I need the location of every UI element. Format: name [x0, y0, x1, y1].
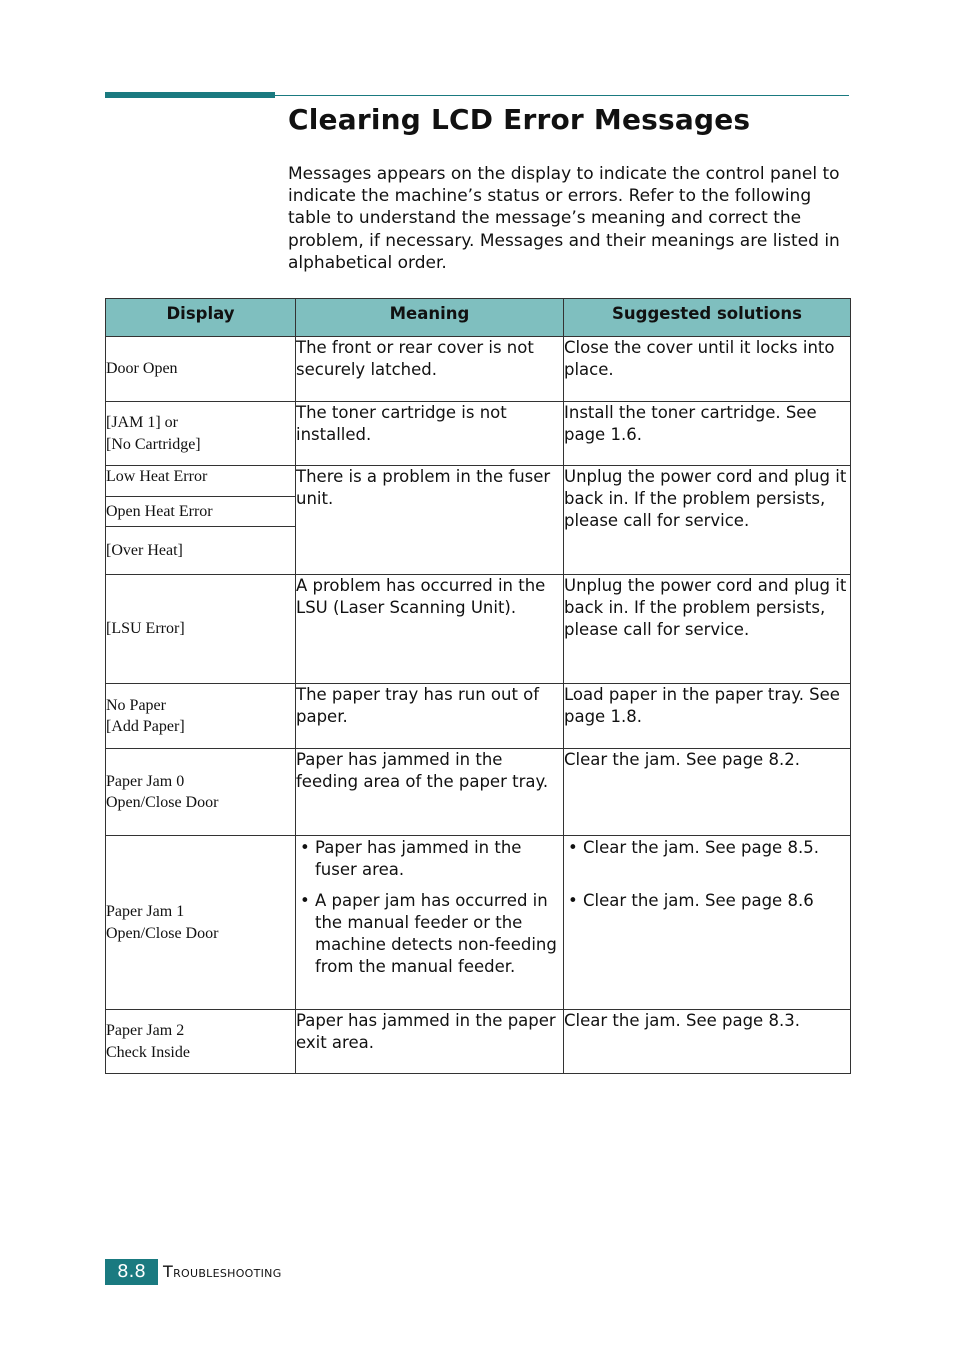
display-cell: [106, 466, 296, 497]
solution-cell: Clear the jam. See page 8.2.: [564, 749, 851, 836]
display-text: Open Heat Error: [106, 502, 213, 520]
error-messages-table: [105, 298, 851, 1074]
intro-paragraph: Messages appears on the display to indicate the control panel to indicate the machine’s status or errors. Refer to the following table to understand the message’s meaning and correct the problem, if necessary. Messages and their meanings are listed in alphabetical order.: [288, 164, 840, 273]
table-row: [106, 466, 851, 497]
display-text: [Over Heat]: [106, 541, 183, 559]
display-text: [Add Paper]: [106, 718, 185, 735]
table-row: [106, 337, 851, 402]
meaning-cell: There is a problem in the fuser unit.: [296, 466, 564, 575]
solution-cell: Clear the jam. See page 8.3.: [564, 1010, 851, 1074]
page-title: Clearing LCD Error Messages: [288, 103, 751, 136]
display-text: Paper Jam 1: [106, 903, 185, 920]
meaning-cell: The front or rear cover is not securely latched.: [296, 337, 564, 402]
display-text: Low Heat Error: [106, 468, 208, 485]
table-header-row: [106, 299, 851, 337]
solution-cell: Close the cover until it locks into place.: [564, 337, 851, 402]
header-rule: [275, 95, 849, 96]
solution-cell: Unplug the power cord and plug it back in. If the problem persists, please call for service.: [564, 575, 851, 684]
display-cell: [106, 337, 296, 402]
display-text: Open/Close Door: [106, 924, 219, 942]
display-cell: [106, 497, 296, 527]
display-text: Door Open: [106, 360, 178, 378]
meaning-bullet-list: [304, 837, 563, 978]
display-text: Check Inside: [106, 1043, 190, 1061]
meaning-cell: The toner cartridge is not installed.: [296, 402, 564, 466]
table-row: [106, 749, 851, 836]
solution-cell: Install the toner cartridge. See page 1.6.: [564, 402, 851, 466]
list-item: • Clear the jam. See page 8.6: [572, 890, 850, 912]
solution-cell: [564, 836, 851, 1010]
display-text: Paper Jam 0: [106, 772, 185, 790]
display-text: [LSU Error]: [106, 620, 185, 638]
display-text: [JAM 1] or: [106, 414, 178, 431]
meaning-cell: [296, 836, 564, 1010]
display-cell: [106, 749, 296, 836]
display-cell: [106, 836, 296, 1010]
meaning-cell: Paper has jammed in the paper exit area.: [296, 1010, 564, 1074]
table-row: [106, 836, 851, 1010]
display-text: [No Cartridge]: [106, 435, 201, 453]
display-cell: [106, 402, 296, 466]
display-cell: [106, 684, 296, 749]
list-item: • A paper jam has occurred in the manual feeder or the machine detects non-feeding from the manual feeder.: [304, 890, 563, 978]
display-cell: [106, 1010, 296, 1074]
solution-cell: Load paper in the paper tray. See page 1.8.: [564, 684, 851, 749]
column-header-solutions: Suggested solutions: [564, 299, 851, 337]
table-row: [106, 1010, 851, 1074]
meaning-cell: A problem has occurred in the LSU (Laser Scanning Unit).: [296, 575, 564, 684]
table-row: [106, 402, 851, 466]
display-text: No Paper: [106, 696, 166, 714]
display-text: Open/Close Door: [106, 794, 219, 811]
meaning-cell: Paper has jammed in the feeding area of the paper tray.: [296, 749, 564, 836]
solution-cell: Unplug the power cord and plug it back in. If the problem persists, please call for service.: [564, 466, 851, 575]
page-number: 8.8: [105, 1259, 158, 1285]
list-item: • Clear the jam. See page 8.5.: [572, 837, 850, 859]
column-header-meaning: Meaning: [296, 299, 564, 337]
list-item: • Paper has jammed in the fuser area.: [304, 837, 563, 881]
section-label: Troubleshooting: [163, 1262, 282, 1281]
table-row: [106, 575, 851, 684]
table-row: [106, 684, 851, 749]
display-cell: [106, 527, 296, 575]
display-text: Paper Jam 2: [106, 1022, 185, 1039]
solution-bullet-list: [572, 837, 850, 912]
header-accent-bar: [105, 92, 275, 98]
meaning-cell: The paper tray has run out of paper.: [296, 684, 564, 749]
column-header-display: Display: [106, 299, 296, 337]
display-cell: [106, 575, 296, 684]
